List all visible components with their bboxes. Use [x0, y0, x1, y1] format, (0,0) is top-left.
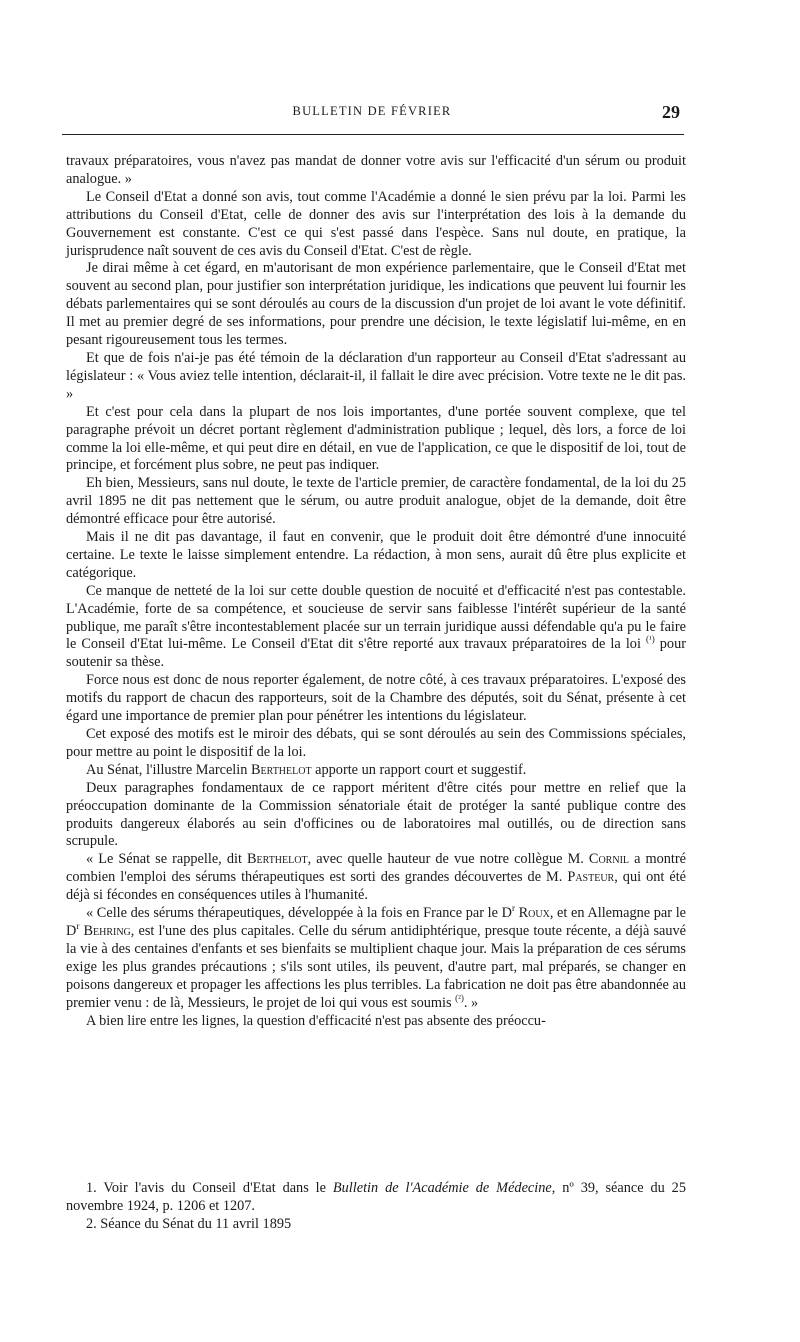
footnote-ref: (²): [455, 992, 464, 1003]
paragraph: Je dirai même à cet égard, en m'autorisant de mon expérience parlementaire, que le Conseil d'Etat met souvent au second plan, pour justifier son interprétation juridique, les indications que peuvent lui fournir les débats parlementaires qui se sont déroulés au cours de la discussion d'un projet de loi avant le vote définitif. Il met au premier degré de ses informations, pour prendre une décision, le texte législatif lui-même, en en pesant rigoureusement tous les termes.: [66, 260, 686, 349]
paragraph: [66, 762, 686, 780]
paragraph: [66, 851, 686, 905]
journal-title: Bulletin de l'Académie de Médecine: [332, 1180, 552, 1196]
paragraph: Mais il ne dit pas davantage, il faut en convenir, que le produit doit être démontré d'une innocuité certaine. Le texte le laisse simplement entendre. La rédaction, à mon sens, aurait dû être plus explicite et catégorique.: [66, 529, 686, 581]
person-name: Behring: [83, 922, 131, 939]
running-title: BULLETIN DE FÉVRIER: [292, 104, 452, 118]
paragraph: Deux paragraphes fondamentaux de ce rapport méritent d'être cités pour mettre en relief que la préoccupation dominante de la Commission sénatoriale était de protéger la santé publique contre des produits dangereux élaborés au sein d'officines ou de laboratoires mal outillés, ou de direction sans scrupule.: [66, 779, 686, 850]
footnote-text: 1. Voir l'avis du Conseil d'Etat dans le: [86, 1180, 326, 1196]
person-name: Berthelot: [246, 851, 308, 868]
superscript: r: [511, 903, 515, 914]
footnotes: [66, 1180, 686, 1234]
paragraph-text: a montré combien l'emploi des sérums thérapeutiques est sorti des grandes découvertes de M.: [66, 851, 686, 886]
header-rule: [62, 134, 684, 135]
paragraph: travaux préparatoires, vous n'avez pas mandat de donner votre avis sur l'efficacité d'un sérum ou produit analogue. »: [66, 153, 686, 187]
paragraph-text: , qui ont été déjà si fécondes en conséquences utiles à l'humanité.: [66, 869, 687, 904]
person-name: Pasteur: [567, 869, 615, 886]
paragraph-text: Ce manque de netteté de la loi sur cette double question de nocuité et d'efficacité n'est pas contestable. L'Académie, forte de sa compétence, et soucieuse de servir sans faiblesse l'intérêt supérieur de la santé publique, me paraît s'être incontestablement placée sur un terrain juridique aussi défendable qu'a pu le faire le Conseil d'Etat lui-même. Le Conseil d'Etat dit s'être reporté aux travaux préparatoires de la loi: [66, 582, 686, 653]
paragraph-text: , est l'une des plus capitales. Celle du sérum antidiphtérique, presque toute récente, a déjà sauvé la vie à des centaines d'enfants et ses bienfaits se multiplient chaque jour. Mais la préparation de ces sérums exige les plus grandes précautions ; s'ils sont utiles, ils peuvent, d'autre part, mal préparés, se changer en poisons dangereux et propager les affections les plus terribles. La fabrication ne doit pas être abandonnée au premier venu : de là, Messieurs, le projet de loi qui vous est soumis: [66, 922, 686, 1011]
paragraph: A bien lire entre les lignes, la question d'efficacité n'est pas absente des préoccu-: [86, 1012, 546, 1029]
page-number: 29: [662, 102, 680, 122]
paragraph-text: Au Sénat, l'illustre Marcelin: [86, 761, 248, 778]
paragraph-text: , avec quelle hauteur de vue notre collègue M.: [307, 851, 584, 868]
footnote-2: 2. Séance du Sénat du 11 avril 1895: [86, 1215, 292, 1232]
paragraph: [66, 905, 686, 1012]
paragraph-text: pour soutenir sa thèse.: [66, 636, 686, 671]
paragraph: Cet exposé des motifs est le miroir des débats, qui se sont déroulés au sein des Commissions spéciales, pour mettre au point le dispositif de la loi.: [66, 726, 686, 760]
person-name: Cornil: [588, 851, 630, 868]
paragraph-text: , et en Allemagne par le D: [66, 905, 687, 939]
body-text: [66, 153, 686, 1030]
paragraph: [66, 583, 686, 673]
superscript: r: [76, 921, 80, 932]
footnote-ref: (¹): [646, 634, 655, 645]
paragraph-text: « Celle des sérums thérapeutiques, développée à la fois en France par le D: [86, 905, 512, 922]
footnote-1: [66, 1180, 686, 1216]
person-name: Roux: [518, 905, 550, 922]
paragraph-text: « Le Sénat se rappelle, dit: [86, 851, 242, 868]
paragraph: Et que de fois n'ai-je pas été témoin de la déclaration d'un rapporteur au Conseil d'Etat s'adressant au législateur : « Vous aviez telle intention, déclarait-il, il fallait le dire avec précision. Votre texte ne le dit pas. »: [66, 349, 686, 402]
paragraph-text: apporte un rapport court et suggestif.: [315, 761, 527, 778]
page-header: [62, 102, 682, 132]
paragraph-text: . »: [463, 994, 479, 1011]
paragraph: Eh bien, Messieurs, sans nul doute, le texte de l'article premier, de caractère fondamental, de la loi du 25 avril 1895 ne dit pas nettement que le sérum, ou autre produit analogue, objet de la demande, doit être démontré efficace pour être autorisé.: [66, 475, 686, 528]
paragraph: Et c'est pour cela dans la plupart de nos lois importantes, d'une portée souvent complexe, que tel paragraphe prévoit un décret portant règlement d'administration publique ; lequel, dès lors, a force de loi comme la loi elle-même, et qui peut dire en détail, en vue de l'application, ce que le dispositif de loi, tout de principe, et forcément plus sobre, ne peut pas indiquer.: [66, 403, 686, 474]
footnote-text: , nº 39, séance du 25 novembre 1924, p. 1206 et 1207.: [66, 1180, 686, 1214]
paragraph: Le Conseil d'Etat a donné son avis, tout comme l'Académie a donné le sien prévu par la loi. Parmi les attributions du Conseil d'Etat, celle de donner des avis sur l'interprétation des lois à la demande du Gouvernement est constante. C'est ce qui s'est passé dans l'espèce. Sans nul doute, en pratique, la jurisprudence naît souvent de ces avis du Conseil d'Etat. C'est de règle.: [66, 188, 686, 259]
person-name: Berthelot: [250, 761, 312, 778]
paragraph: Force nous est donc de nous reporter également, de notre côté, à ces travaux préparatoires. L'exposé des motifs du rapport de chacun des rapporteurs, soit de la Chambre des députés, soit du Sénat, présente à cet égard une importance de premier plan pour pénétrer les intentions du législateur.: [66, 672, 686, 725]
